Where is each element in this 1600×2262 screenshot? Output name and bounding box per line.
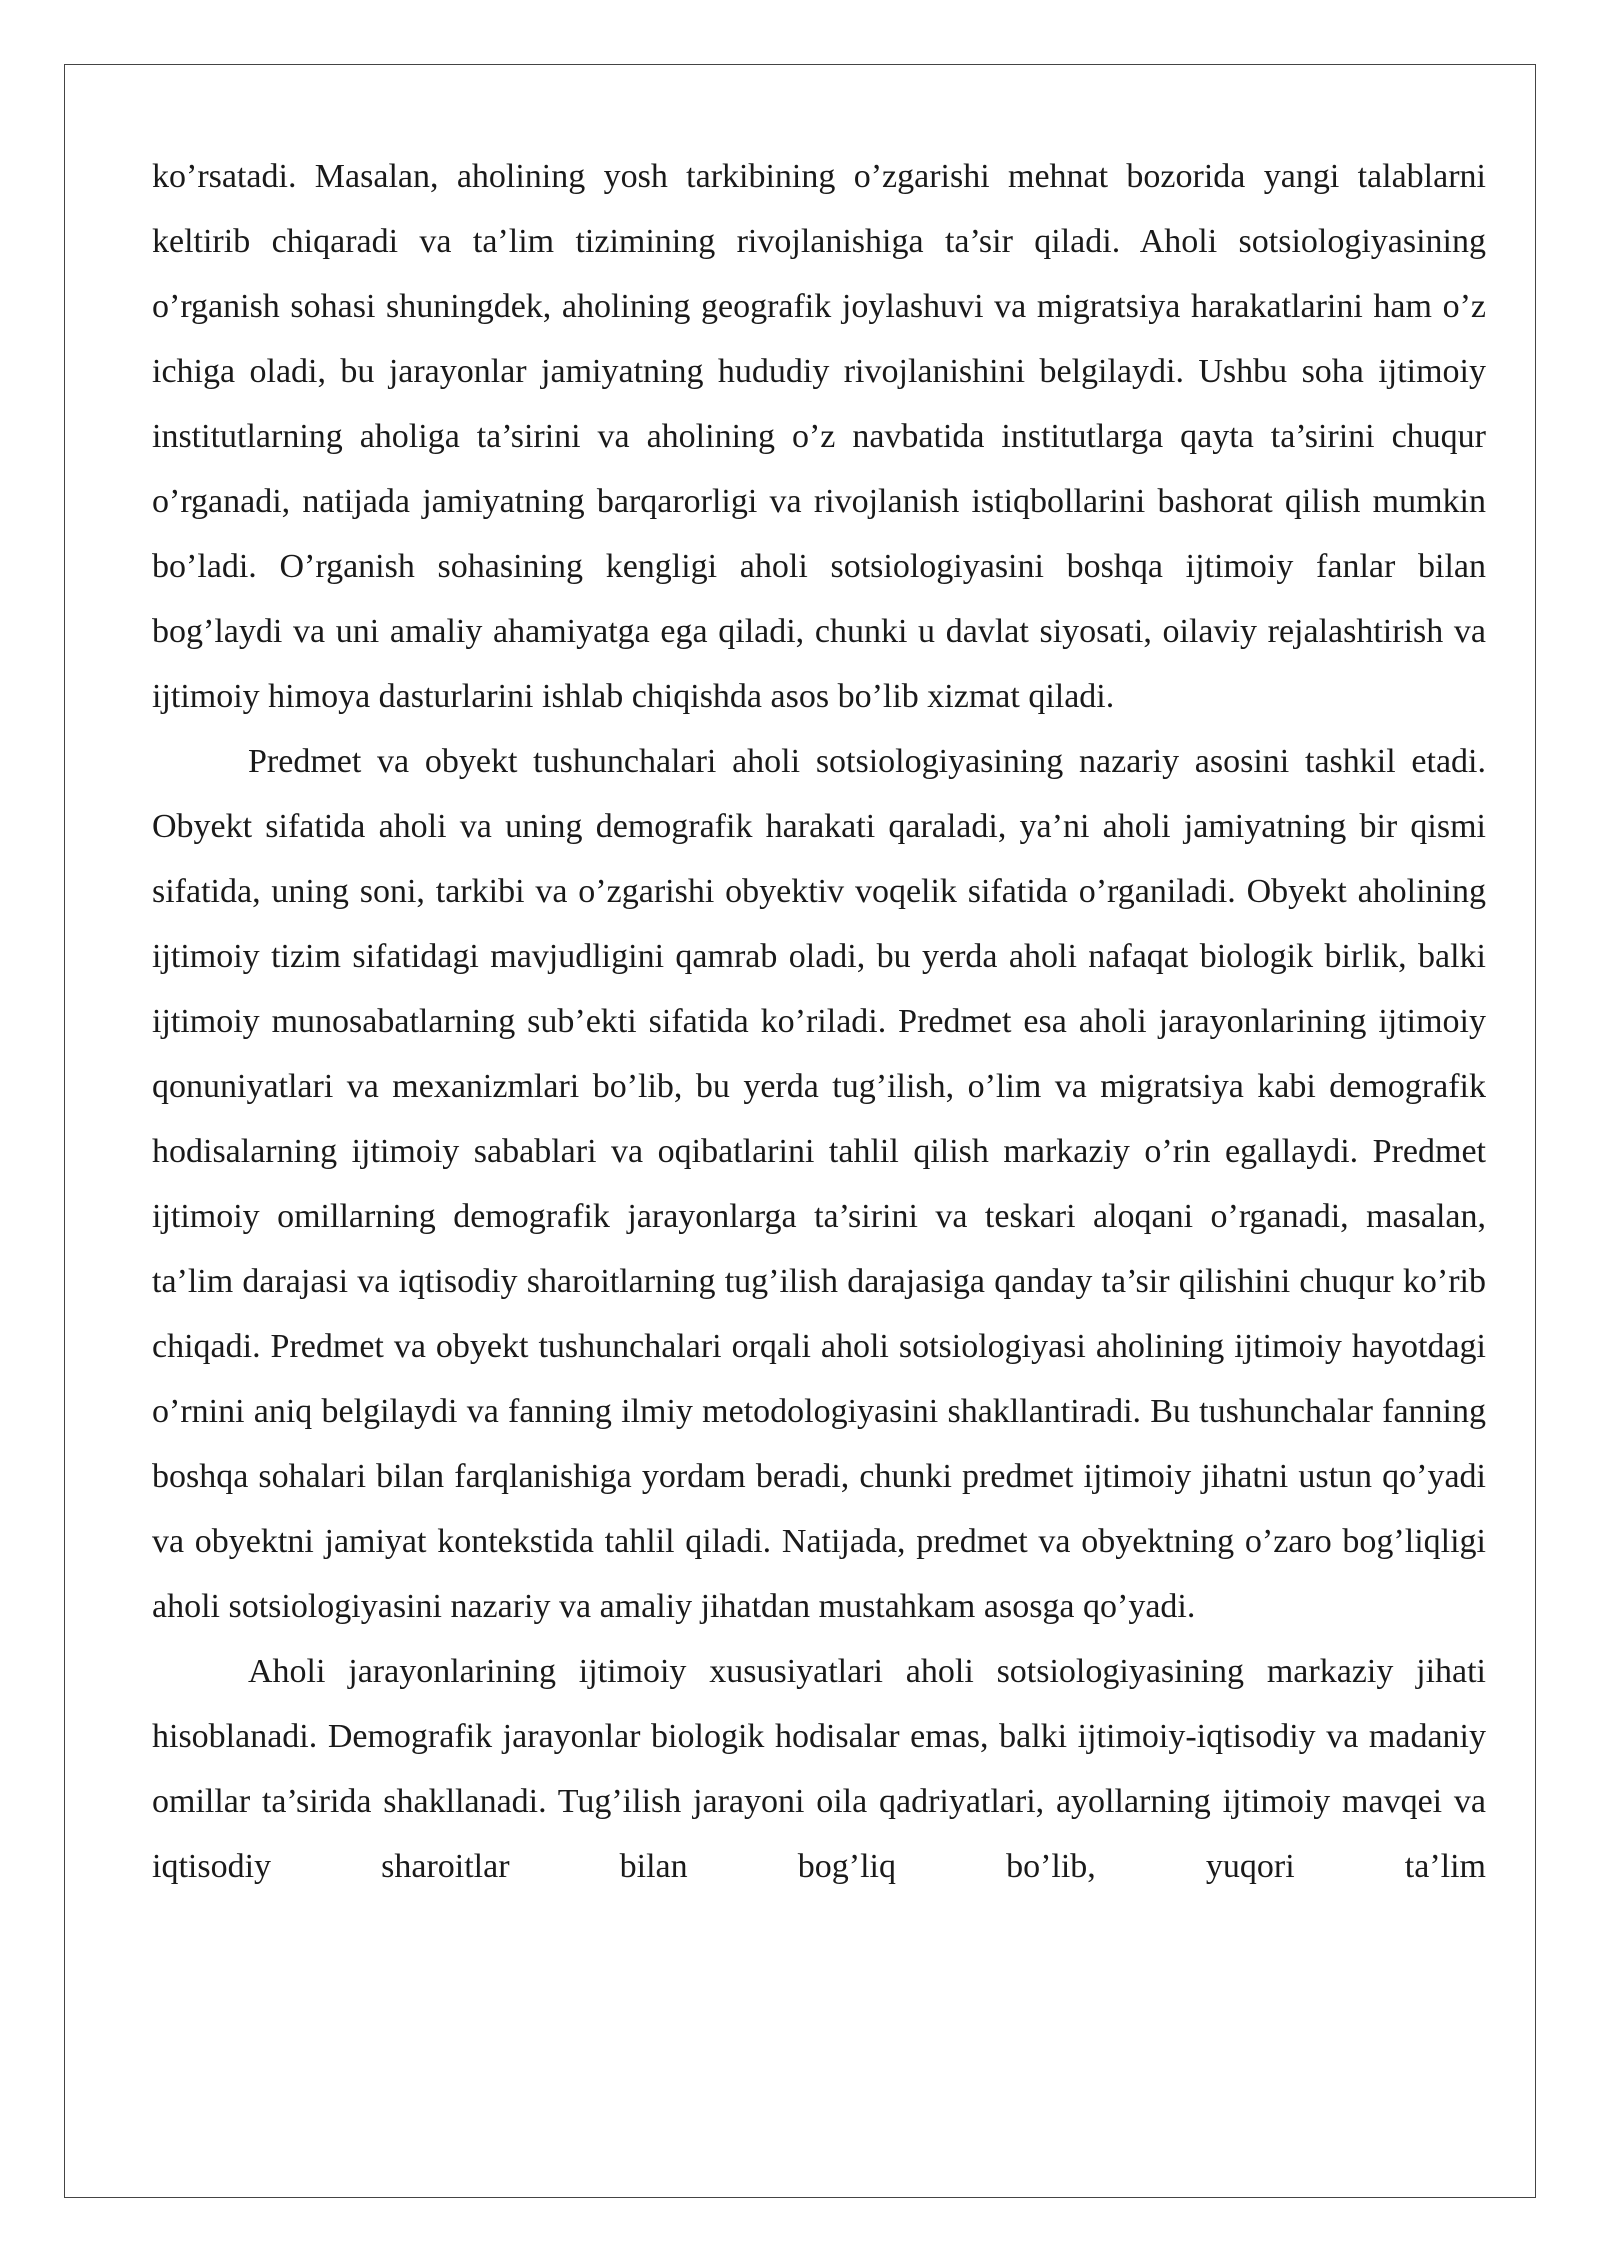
paragraph-1: ko’rsatadi. Masalan, aholining yosh tarkibining o’zgarishi mehnat bozorida yangi talablarni keltirib chiqaradi va ta’lim tizimining rivojlanishiga ta’sir qiladi. Aholi sotsiologiyasining o’rganish sohasi shuningdek, aholining geografik joylashuvi va migratsiya harakatlarini ham o’z ichiga oladi, bu jarayonlar jamiyatning hududiy rivojlanishini belgilaydi. Ushbu soha ijtimoiy institutlarning aholiga ta’sirini va aholining o’z navbatida institutlarga qayta ta’sirini chuqur o’rganadi, natijada jamiyatning barqarorligi va rivojlanish istiqbollarini bashorat qilish mumkin bo’ladi. O’rganish sohasining kengligi aholi sotsiologiyasini boshqa ijtimoiy fanlar bilan bog’laydi va uni amaliy ahamiyatga ega qiladi, chunki u davlat siyosati, oilaviy rejalashtirish va ijtimoiy himoya dasturlarini ishlab chiqishda asos bo’lib xizmat qiladi. bbox=[152, 158, 1486, 715]
paragraph-2: Predmet va obyekt tushunchalari aholi sotsiologiyasining nazariy asosini tashkil etadi. Obyekt sifatida aholi va uning demografik harakati qaraladi, ya’ni aholi jamiyatning bir qismi sifatida, uning soni, tarkibi va o’zgarishi obyektiv voqelik sifatida o’rganiladi. Obyekt aholining ijtimoiy tizim sifatidagi mavjudligini qamrab oladi, bu yerda aholi nafaqat biologik birlik, balki ijtimoiy munosabatlarning sub’ekti sifatida ko’riladi. Predmet esa aholi jarayonlarining ijtimoiy qonuniyatlari va mexanizmlari bo’lib, bu yerda tug’ilish, o’lim va migratsiya kabi demografik hodisalarning ijtimoiy sabablari va oqibatlarini tahlil qilish markaziy o’rin egallaydi. Predmet ijtimoiy omillarning demografik jarayonlarga ta’sirini va teskari aloqani o’rganadi, masalan, ta’lim darajasi va iqtisodiy sharoitlarning tug’ilish darajasiga qanday ta’sir qilishini chuqur ko’rib chiqadi. Predmet va obyekt tushunchalari orqali aholi sotsiologiyasi aholining ijtimoiy hayotdagi o’rnini aniq belgilaydi va fanning ilmiy metodologiyasini shakllantiradi. Bu tushunchalar fanning boshqa sohalari bilan farqlanishiga yordam beradi, chunki predmet ijtimoiy jihatni ustun qo’yadi va obyektni jamiyat kontekstida tahlil qiladi. Natijada, predmet va obyektning o’zaro bog’liqligi aholi sotsiologiyasini nazariy va amaliy jihatdan mustahkam asosga qo’yadi. bbox=[152, 743, 1486, 1625]
paragraph-3: Aholi jarayonlarining ijtimoiy xususiyatlari aholi sotsiologiyasining markaziy jihati hisoblanadi. Demografik jarayonlar biologik hodisalar emas, balki ijtimoiy-iqtisodiy va madaniy omillar ta’sirida shakllanadi. Tug’ilish jarayoni oila qadriyatlari, ayollarning ijtimoiy mavqei va iqtisodiy sharoitlar bilan bog’liq bo’lib, yuqori ta’lim bbox=[152, 1653, 1486, 1885]
document-body bbox=[152, 144, 1486, 1899]
